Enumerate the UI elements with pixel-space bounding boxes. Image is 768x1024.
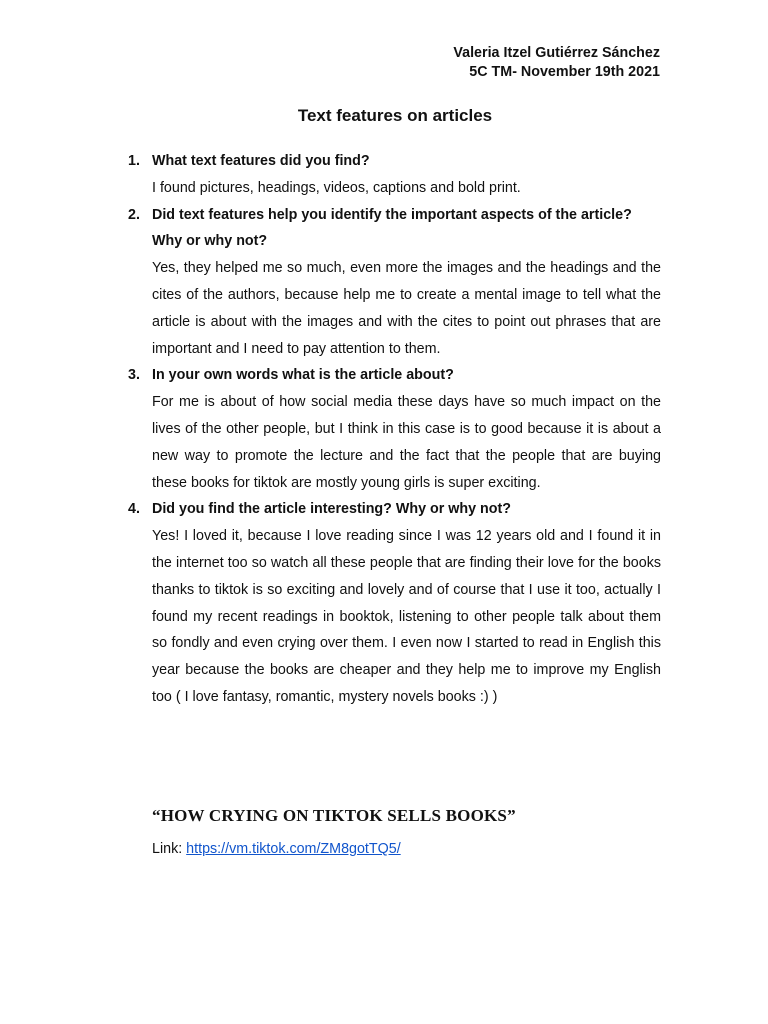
author-name: Valeria Itzel Gutiérrez Sánchez	[453, 45, 660, 61]
answer-text: For me is about of how social media these days have so much impact on the lives of the other people, but I think in this case is to good because it is about a new way to promote the lecture and the fact that the people that are buying these books for tiktok are mostly young girls is super exciting.	[152, 394, 661, 491]
question-item-4	[124, 496, 661, 710]
answer-text: Yes, they helped me so much, even more the images and the headings and the cites of the authors, because help me to create a mental image to tell what the article is about with the images and with the cites to point out phrases that are important and I need to pay attention to them.	[152, 260, 661, 357]
link-line	[152, 841, 401, 857]
question-number: 3.	[128, 367, 140, 384]
answer-text: I found pictures, headings, videos, captions and bold print.	[152, 179, 521, 196]
class-date: 5C TM- November 19th 2021	[469, 64, 660, 80]
page-title: Text features on articles	[297, 106, 493, 125]
answer-text: Yes! I loved it, because I love reading since I was 12 years old and I found it in the internet too so watch all these people that are finding their love for the books thanks to tiktok is so exciting and lovely and of course that I use it too, actually I found my recent readings in booktok, listening to other people talk about them so fondly and even crying over them. I even now I started to read in English this year because the books are cheaper and they help me to improve my English too ( I love fantasy, romantic, mystery novels books :) )	[152, 528, 661, 705]
question-number: 1.	[128, 153, 140, 169]
question-number: 4.	[128, 501, 140, 518]
question-item-2	[124, 202, 661, 363]
tiktok-link[interactable]: https://vm.tiktok.com/ZM8gotTQ5/	[186, 841, 401, 857]
question-item-3	[124, 362, 661, 496]
question-text: Did text features help you identify the important aspects of the article? Why or why not?	[152, 206, 632, 250]
question-text: Did you find the article interesting? Why or why not?	[152, 501, 512, 518]
question-list	[124, 148, 661, 711]
article-title: “HOW CRYING ON TIKTOK SELLS BOOKS”	[152, 806, 516, 825]
question-text: In your own words what is the article about?	[152, 367, 454, 384]
question-item-1	[124, 148, 661, 202]
question-number: 2.	[128, 206, 140, 223]
document-header	[453, 44, 660, 82]
link-label: Link:	[152, 841, 187, 857]
question-text: What text features did you find?	[152, 153, 370, 169]
